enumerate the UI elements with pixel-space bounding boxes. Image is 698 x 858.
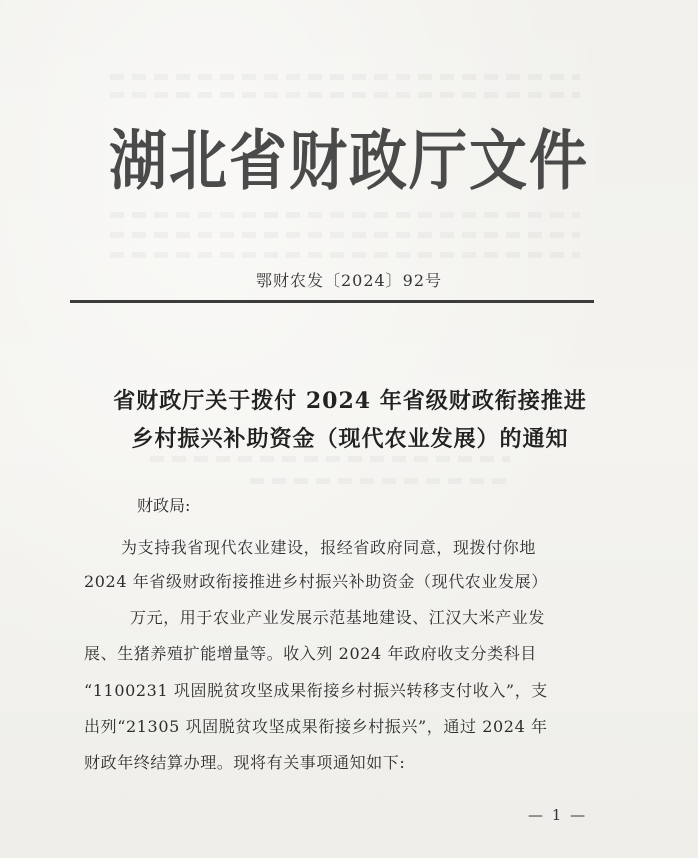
salutation: 财政局: (137, 496, 191, 515)
bleed-through-mark (110, 252, 580, 258)
body-line: 展、生猪养殖扩能增量等。收入列 2024 年政府收支分类科目 (84, 644, 537, 663)
notice-title-line-1: 省财政厅关于拨付 2024 年省级财政衔接推进 (113, 388, 587, 414)
bleed-through-mark (110, 74, 580, 80)
body-line: “1100231 巩固脱贫攻坚成果衔接乡村振兴转移支付收入”，支 (84, 681, 548, 700)
bleed-through-mark (110, 232, 580, 238)
document-header: 湖北省财政厅文件 (108, 122, 589, 199)
bleed-through-mark (110, 212, 580, 218)
bleed-through-mark (110, 92, 580, 98)
document-number: 鄂财农发〔2024〕92号 (255, 271, 443, 290)
body-line: 出列“21305 巩固脱贫攻坚成果衔接乡村振兴”，通过 2024 年 (84, 717, 548, 736)
body-line: 万元，用于农业产业发展示范基地建设、江汉大米产业发 (130, 608, 546, 627)
page-number: — 1 — (528, 806, 588, 824)
body-line: 2024 年省级财政衔接推进乡村振兴补助资金（现代农业发展） (84, 572, 548, 591)
bleed-through-mark (250, 478, 510, 484)
bleed-through-mark (150, 456, 510, 462)
body-line: 财政年终结算办理。现将有关事项通知如下: (84, 753, 406, 772)
body-line: 为支持我省现代农业建设，报经省政府同意，现拨付你地 (121, 538, 537, 557)
notice-title-line-2: 乡村振兴补助资金（现代农业发展）的通知 (131, 426, 569, 452)
header-divider (70, 300, 594, 303)
